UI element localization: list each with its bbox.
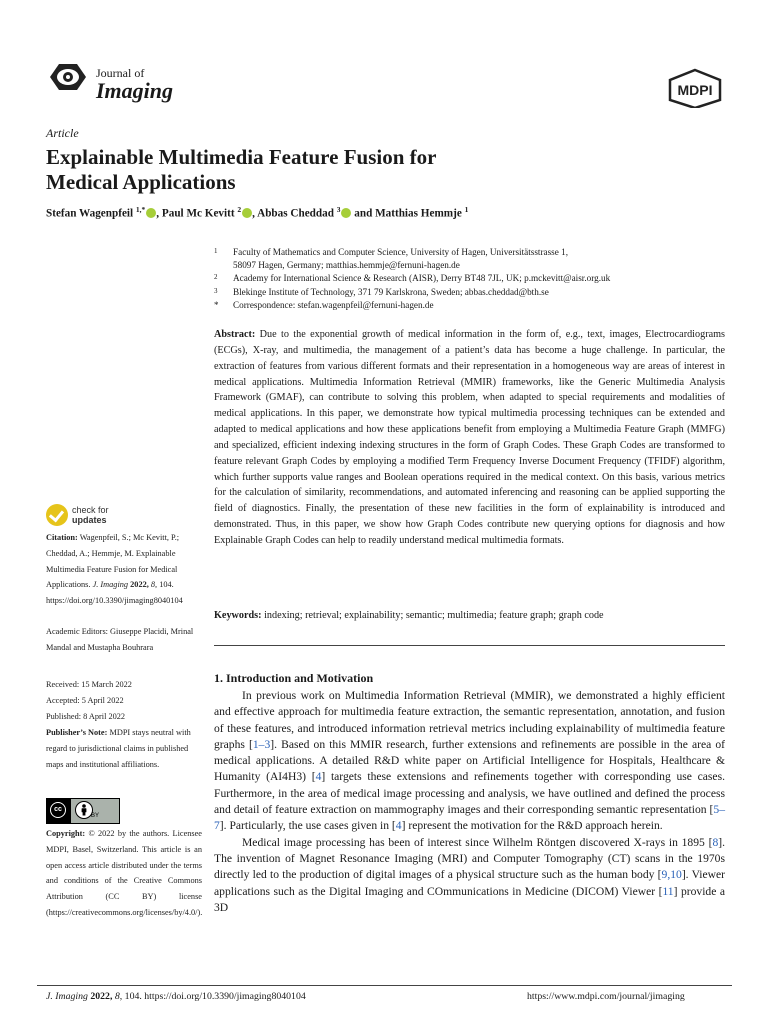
by-label: BY [91, 813, 100, 819]
author-separator: and [351, 207, 376, 220]
footer-journal-url[interactable]: https://www.mdpi.com/journal/jimaging [527, 991, 685, 1002]
citation-label: Citation: [46, 533, 78, 542]
footer-volume: 8, [114, 991, 123, 1002]
author-list [46, 205, 468, 220]
author-separator: , [156, 207, 162, 220]
paper-title [46, 145, 606, 195]
affiliation-text: Academy for International Science & Research (AISR), Derry BT48 7JL, UK; p.mckevitt@aisr.org.uk [233, 273, 611, 284]
citation-link[interactable]: 5–7 [214, 803, 725, 833]
author-name[interactable]: Paul Mc Kevitt [161, 207, 235, 220]
paragraph: In previous work on Multimedia Information Retrieval (MMIR), we demonstrated a highly efficient and effective approach for multimedia feature extraction, the semantic representation, annotation, and fusion of these features, and introduced information retrieval metrics including explainability of multimedia feature graphs [1–3]. Based on this MMIR research, further extensions and refinements are possible in the area of medical applications. A detailed R&D white paper on Artificial Intelligence for Hospitals, Healthcare & Humanity (AI4H3) [4] targets these extensions and refinements together with corresponding use cases. Furthermore, in the area of medical image processing and analysis, we have outlined and defined the process and detail of feature extraction on mammography images and their corresponding semantic representation [5–7]. Particularly, the use cases given in [4] represent the motivation for the R&D approach herein. [214, 689, 725, 833]
title-line-1: Explainable Multimedia Feature Fusion for [46, 145, 437, 169]
mdpi-logo-icon[interactable] [666, 68, 724, 108]
affiliations [214, 246, 734, 312]
affiliation-row [214, 246, 734, 272]
orcid-icon[interactable] [146, 208, 156, 218]
abstract-label: Abstract: [214, 329, 256, 340]
author-affil-sup: 1 [464, 205, 469, 214]
citation-doi[interactable]: 104. https://doi.org/10.3390/jimaging8040104 [46, 580, 183, 606]
affiliation-row [214, 286, 734, 299]
cc-icon-text: cc [50, 802, 66, 818]
orcid-icon[interactable] [341, 208, 351, 218]
citation-volume: 8, [150, 580, 158, 590]
body-text [214, 688, 725, 916]
citation-block [46, 530, 202, 609]
keywords [214, 610, 725, 621]
footer-citation [46, 991, 306, 1002]
dates-block [46, 677, 202, 724]
author-affil-sup: 1,* [135, 205, 146, 214]
keywords-label: Keywords: [214, 610, 262, 621]
affiliation-row [214, 272, 734, 285]
author-name[interactable]: Matthias Hemmje [375, 207, 462, 220]
affiliation-number: 1 [214, 247, 218, 255]
citation-link[interactable]: 4 [315, 770, 322, 784]
affiliation-number: * [214, 299, 219, 310]
footer-year: 2022, [90, 991, 113, 1002]
affiliation-text: Faculty of Mathematics and Computer Science, University of Hagen, Universitätsstrasse 1, [233, 247, 569, 257]
abstract-text: Due to the exponential growth of medical information in the form of, e.g., text, images, Electrocardiograms (ECGs), X-ray, and multimedia, the management of a patient’s data has become a huge challenge. In particular, the extraction of features from various different formats and their representation in a homogeneous way are areas of interest in medical applications. Multimedia Information Retrieval (MMIR) frameworks, like the Generic Multimedia Analysis Framework (GMAF), can contribute to solving this problem, when adapted to special requirements and modalities of medical applications. In this paper, we demonstrate how typical multimedia processing techniques can be extended and adapted to medical applications and how these applications benefit from employing a Multimedia Feature Graph (MMFG) and specialized, efficient indexing indexing structures in the form of Graph Codes. These Graph Codes are transformed to feature relevant Graph Codes by employing a modified Term Frequency Inverse Document Frequency (TFIDF) algorithm, which further supports value ranges and Boolean operations required in the medical context. On this basis, various metrics for the calculation of similarity, recommendations, and automated inferencing and reasoning can be applied supporting the field of diagnostics. Finally, the presentation of these new facilities in the form of explainability is introduced and demonstrated. Thus, in this paper, we show how Graph Codes contribute new querying options for diagnosis and how Explainable Graph Codes can help to readily understand medical multimedia formats. [214, 329, 725, 546]
citation-link[interactable]: 9,10 [661, 868, 682, 882]
accepted-date: Accepted: 5 April 2022 [46, 695, 124, 705]
affiliation-text: Blekinge Institute of Technology, 371 79 Karlskrona, Sweden; abbas.cheddad@bth.se [233, 286, 549, 297]
copyright-label: Copyright: [46, 829, 86, 838]
paragraph: Medical image processing has been of interest since Wilhelm Röntgen discovered X-rays in 1895 [8]. The invention of Magnet Resonance Imaging (MRI) and Computer Tomography (CT) scans in the 1970s directly led to the production of digital images of a physical structure such as the human body [9,10]. Viewer applications such as the Digital Imaging and COmmunications in Medicine (DICOM) Viewer [11] provide a 3D [214, 835, 726, 914]
footer-journal: J. Imaging [46, 991, 88, 1002]
affiliation-text: 58097 Hagen, Germany; matthias.hemmje@fernuni-hagen.de [233, 260, 460, 271]
academic-editors: Academic Editors: Giuseppe Placidi, Mrinal Mandal and Mustapha Bouhrara [46, 627, 194, 652]
footer-divider [37, 985, 732, 986]
footer-doi-link[interactable]: 104. https://doi.org/10.3390/jimaging8040104 [124, 991, 306, 1002]
citation-year: 2022, [130, 580, 149, 590]
affiliation-number: 2 [214, 273, 218, 282]
published-date: Published: 8 April 2022 [46, 711, 126, 721]
publisher-note-text: MDPI stays neutral with regard to jurisdictional claims in published maps and institutional affiliations. [46, 728, 191, 769]
copyright-text: © 2022 by the authors. Licensee MDPI, Basel, Switzerland. This article is an open access article distributed under the terms and conditions of the Creative Commons Attribution (CC BY) license (https://creativecommons.org/licenses/by/4.0/). [46, 829, 203, 917]
check-updates-line: check for [72, 505, 109, 515]
author-name[interactable]: Stefan Wagenpfeil [46, 207, 134, 220]
author-affil-sup: 2 [237, 205, 242, 214]
title-line-2: Medical Applications [46, 170, 236, 194]
affiliation-number: 3 [214, 286, 218, 295]
divider [214, 645, 725, 646]
author-affil-sup: 3 [336, 205, 341, 214]
citation-journal: J. Imaging [92, 580, 129, 590]
journal-logo-icon [46, 62, 90, 92]
copyright-block [46, 826, 202, 921]
received-date: Received: 15 March 2022 [46, 680, 132, 689]
check-updates-icon [46, 504, 68, 526]
journal-of-label: Journal of [96, 66, 145, 80]
section-heading: 1. Introduction and Motivation [214, 671, 374, 685]
cc-icon [47, 799, 71, 823]
citation-link[interactable]: 4 [395, 819, 402, 833]
author-separator: , [252, 207, 258, 220]
affiliation-row [214, 299, 734, 312]
author-name[interactable]: Abbas Cheddad [257, 207, 334, 220]
citation-link[interactable]: 1–3 [252, 737, 271, 751]
orcid-icon[interactable] [242, 208, 252, 218]
cc-by-license-badge[interactable] [46, 798, 120, 824]
publisher-note-label: Publisher’s Note: [46, 728, 108, 737]
journal-name: Imaging [96, 78, 174, 103]
publisher-note [46, 725, 202, 772]
mdpi-logo-text: MDPI [677, 82, 713, 98]
keywords-text: indexing; retrieval; explainability; semantic; multimedia; feature graph; graph code [264, 610, 604, 621]
check-updates-label [72, 505, 109, 525]
correspondence-text[interactable]: Correspondence: stefan.wagenpfeil@fernuni-hagen.de [233, 299, 434, 310]
citation-link[interactable]: 8 [712, 835, 719, 849]
article-type: Article [46, 126, 79, 140]
abstract [214, 327, 725, 549]
check-updates-line: updates [72, 515, 107, 525]
citation-text: Wagenpfeil, S.; Mc Kevitt, P.; Cheddad, A.; Hemmje, M. Explainable Multimedia Feature Fusion for Medical Applications. [46, 533, 180, 590]
citation-link[interactable]: 11 [662, 884, 674, 898]
